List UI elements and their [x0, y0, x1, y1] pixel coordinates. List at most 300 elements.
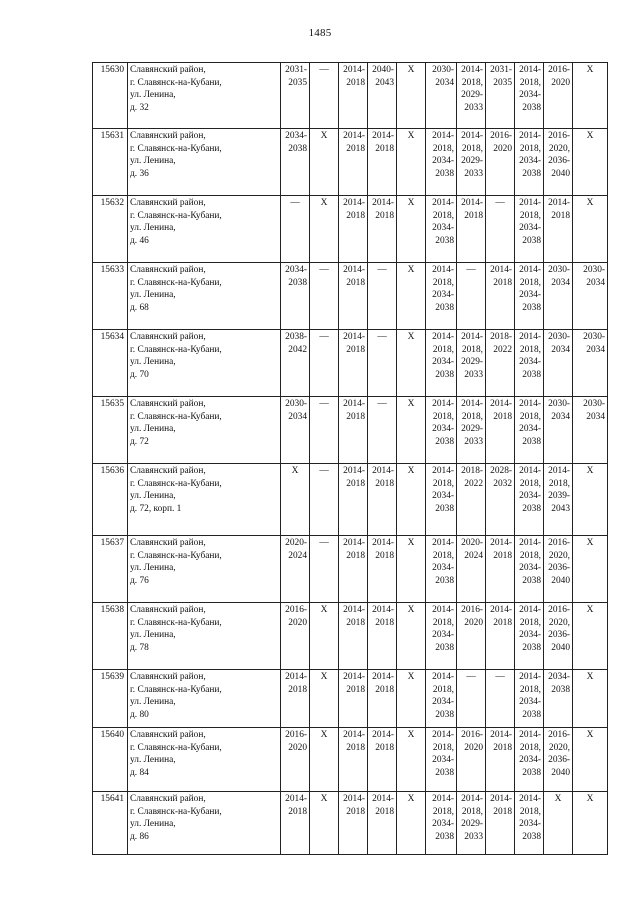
row-number: 15638	[93, 603, 128, 670]
schedule-value: 2036-	[548, 755, 570, 766]
schedule-value: X	[320, 730, 328, 740]
schedule-value: 2018	[346, 478, 365, 489]
schedule-value: 2014-	[343, 466, 365, 476]
schedule-cell	[397, 464, 426, 536]
schedule-value: 2016-	[548, 65, 570, 75]
row-number: 15640	[93, 728, 128, 792]
schedule-cell	[486, 728, 515, 792]
address-line: Славянский район,	[130, 265, 206, 275]
schedule-value: 2014-	[285, 794, 307, 804]
address-line: г. Славянск-на-Кубани,	[130, 806, 222, 817]
address-cell	[128, 464, 281, 536]
schedule-value: 2038	[435, 503, 454, 514]
schedule-value: 2034	[288, 411, 307, 422]
schedule-value: 2031-	[285, 65, 307, 75]
address-cell	[128, 63, 281, 129]
schedule-value: 2018	[346, 742, 365, 753]
schedule-value: 2029-	[461, 90, 483, 101]
address-cell	[128, 263, 281, 330]
schedule-cell	[515, 263, 544, 330]
schedule-value: 2018	[346, 806, 365, 817]
row-number: 15631	[93, 129, 128, 196]
schedule-value: 2034-	[432, 819, 454, 830]
schedule-cell	[426, 728, 457, 792]
schedule-value: 2014-	[519, 605, 541, 615]
schedule-cell	[281, 397, 310, 464]
schedule-value: 2038	[435, 168, 454, 179]
schedule-cell	[281, 464, 310, 536]
schedule-cell	[457, 129, 486, 196]
schedule-value: 2014-	[372, 198, 394, 208]
schedule-value: 2014-	[519, 399, 541, 409]
schedule-cell	[397, 330, 426, 397]
schedule-cell	[281, 728, 310, 792]
schedule-cell	[486, 670, 515, 728]
schedule-value: 2034-	[432, 290, 454, 301]
schedule-value: 2014-	[519, 466, 541, 476]
address-line: д. 36	[130, 168, 149, 179]
schedule-cell	[368, 263, 397, 330]
schedule-cell	[339, 129, 368, 196]
schedule-cell	[457, 670, 486, 728]
schedule-value: 2014-	[519, 730, 541, 740]
schedule-value: 2014-	[519, 332, 541, 342]
address-line: Славянский район,	[130, 466, 206, 476]
schedule-value: 2018	[375, 806, 394, 817]
schedule-value: 2014-	[432, 538, 454, 548]
schedule-cell	[397, 63, 426, 129]
schedule-cell	[281, 536, 310, 603]
schedule-value: 2038	[435, 575, 454, 586]
row-number: 15632	[93, 196, 128, 263]
schedule-cell	[426, 603, 457, 670]
schedule-value: 2034	[551, 411, 570, 422]
schedule-value: 2014-	[432, 466, 454, 476]
schedule-cell	[397, 397, 426, 464]
schedule-value: 2018,	[519, 77, 541, 88]
schedule-cell	[397, 670, 426, 728]
schedule-cell	[573, 536, 608, 603]
schedule-value: 2038	[435, 709, 454, 720]
schedule-value: 2018	[464, 210, 483, 221]
schedule-value: 2038	[522, 767, 541, 778]
schedule-cell	[397, 792, 426, 855]
schedule-value: —	[377, 332, 387, 342]
address-line: ул. Ленина,	[130, 491, 176, 502]
schedule-value: 2035	[288, 77, 307, 88]
schedule-value: X	[320, 672, 328, 682]
schedule-value: 2034-	[432, 697, 454, 708]
schedule-value: 2014-	[490, 730, 512, 740]
schedule-cell	[515, 728, 544, 792]
schedule-value: 2038	[288, 277, 307, 288]
schedule-cell	[426, 129, 457, 196]
schedule-value: 2020-	[461, 538, 483, 548]
schedule-value: —	[290, 198, 300, 208]
schedule-value: 2035	[493, 77, 512, 88]
schedule-cell	[339, 263, 368, 330]
address-line: ул. Ленина,	[130, 819, 176, 830]
schedule-value: 2034	[586, 344, 605, 355]
schedule-value: 2034-	[432, 630, 454, 641]
schedule-value: 2039-	[548, 491, 570, 502]
schedule-value: 2018,	[432, 478, 454, 489]
schedule-value: 2030-	[285, 399, 307, 409]
row-number: 15637	[93, 536, 128, 603]
schedule-value: 2014-	[343, 332, 365, 342]
schedule-cell	[426, 464, 457, 536]
schedule-value: 2018	[346, 617, 365, 628]
address-line: Славянский район,	[130, 672, 206, 682]
address-line: Славянский район,	[130, 65, 206, 75]
schedule-value: 2038	[435, 767, 454, 778]
schedule-value: X	[586, 605, 594, 615]
schedule-value: 2034-	[519, 290, 541, 301]
schedule-cell	[544, 330, 573, 397]
schedule-cell	[544, 536, 573, 603]
table-row	[93, 63, 608, 129]
schedule-value: 2038	[522, 302, 541, 313]
schedule-value: 2030-	[548, 265, 570, 275]
schedule-value: 2014-	[519, 538, 541, 548]
address-line: г. Славянск-на-Кубани,	[130, 344, 222, 355]
schedule-cell	[573, 792, 608, 855]
schedule-value: 2018,	[432, 344, 454, 355]
schedule-cell	[515, 330, 544, 397]
address-line: д. 84	[130, 767, 149, 778]
schedule-value: 2014-	[432, 131, 454, 141]
schedule-value: X	[554, 794, 562, 804]
schedule-cell	[310, 603, 339, 670]
schedule-value: 2014-	[372, 466, 394, 476]
schedule-cell	[515, 536, 544, 603]
schedule-value: 2018	[288, 806, 307, 817]
address-line: д. 86	[130, 831, 149, 842]
address-line: г. Славянск-на-Кубани,	[130, 550, 222, 561]
schedule-value: 2034-	[519, 630, 541, 641]
schedule-value: 2018,	[519, 344, 541, 355]
schedule-value: 2018,	[519, 277, 541, 288]
schedule-value: 2020,	[548, 742, 570, 753]
schedule-value: X	[320, 131, 328, 141]
schedule-value: 2014-	[490, 399, 512, 409]
schedule-value: 2014-	[343, 399, 365, 409]
schedule-cell	[486, 63, 515, 129]
schedule-value: 2018,	[432, 550, 454, 561]
row-number: 15639	[93, 670, 128, 728]
schedule-value: 2038	[551, 684, 570, 695]
schedule-cell	[515, 603, 544, 670]
address-line: г. Славянск-на-Кубани,	[130, 210, 222, 221]
address-line: д. 78	[130, 642, 149, 653]
table-row	[93, 536, 608, 603]
schedule-cell	[368, 397, 397, 464]
schedule-value: 2018,	[519, 143, 541, 154]
schedule-value: 2034-	[285, 265, 307, 275]
schedule-value: 2014-	[461, 399, 483, 409]
schedule-value: X	[586, 538, 594, 548]
schedule-value: 2014-	[285, 672, 307, 682]
schedule-value: 2014-	[343, 605, 365, 615]
schedule-value: 2014-	[372, 605, 394, 615]
address-line: ул. Ленина,	[130, 630, 176, 641]
schedule-value: 2014-	[343, 538, 365, 548]
schedule-value: 2040	[551, 575, 570, 586]
schedule-cell	[515, 397, 544, 464]
schedule-value: —	[319, 265, 329, 275]
address-line: д. 68	[130, 302, 149, 313]
schedule-cell	[397, 728, 426, 792]
schedule-cell	[310, 397, 339, 464]
schedule-cell	[457, 603, 486, 670]
schedule-cell	[544, 464, 573, 536]
schedule-value: 2016-	[548, 730, 570, 740]
schedule-value: 2034-	[432, 491, 454, 502]
schedule-cell	[310, 196, 339, 263]
schedule-cell	[486, 536, 515, 603]
schedule-cell	[573, 330, 608, 397]
address-line: д. 32	[130, 102, 149, 113]
schedule-value: 2034	[435, 77, 454, 88]
schedule-cell	[339, 464, 368, 536]
schedule-cell	[281, 63, 310, 129]
schedule-value: 2014-	[372, 538, 394, 548]
schedule-cell	[368, 464, 397, 536]
schedule-value: 2014-	[548, 466, 570, 476]
row-number: 15641	[93, 792, 128, 855]
schedule-value: 2018	[493, 742, 512, 753]
schedule-cell	[486, 129, 515, 196]
schedule-value: 2018-	[461, 466, 483, 476]
schedule-value: 2018,	[519, 210, 541, 221]
schedule-value: 2014-	[432, 672, 454, 682]
schedule-value: 2018,	[519, 617, 541, 628]
schedule-value: 2018,	[461, 143, 483, 154]
schedule-value: 2033	[464, 168, 483, 179]
table-row	[93, 603, 608, 670]
schedule-value: 2034-	[519, 697, 541, 708]
schedule-value: 2034-	[432, 563, 454, 574]
row-number: 15630	[93, 63, 128, 129]
schedule-value: 2038	[435, 642, 454, 653]
schedule-cell	[544, 63, 573, 129]
address-cell	[128, 330, 281, 397]
row-number: 15634	[93, 330, 128, 397]
schedule-value: 2034	[551, 344, 570, 355]
schedule-cell	[339, 63, 368, 129]
schedule-value: 2018	[493, 411, 512, 422]
schedule-cell	[457, 536, 486, 603]
schedule-value: X	[407, 730, 415, 740]
schedule-value: 2018	[375, 143, 394, 154]
schedule-value: —	[377, 265, 387, 275]
schedule-value: 2016-	[490, 131, 512, 141]
schedule-cell	[397, 603, 426, 670]
schedule-value: 2014-	[432, 399, 454, 409]
schedule-value: 2014-	[372, 794, 394, 804]
table-row	[93, 263, 608, 330]
address-line: д. 76	[130, 575, 149, 586]
schedule-cell	[426, 330, 457, 397]
address-cell	[128, 536, 281, 603]
table-row	[93, 196, 608, 263]
schedule-value: 2014-	[343, 672, 365, 682]
address-line: Славянский район,	[130, 730, 206, 740]
schedule-cell	[310, 263, 339, 330]
schedule-cell	[457, 263, 486, 330]
table-row	[93, 792, 608, 855]
schedule-value: 2034-	[519, 156, 541, 167]
schedule-value: 2014-	[372, 730, 394, 740]
schedule-value: 2014-	[343, 131, 365, 141]
schedule-value: 2038	[522, 369, 541, 380]
schedule-value: 2028-	[490, 466, 512, 476]
schedule-value: 2018	[346, 344, 365, 355]
schedule-value: 2018	[493, 277, 512, 288]
schedule-value: 2022	[493, 344, 512, 355]
schedule-cell	[486, 397, 515, 464]
schedule-value: 2043	[375, 77, 394, 88]
schedule-value: 2030-	[583, 399, 605, 409]
schedule-value: 2020	[551, 77, 570, 88]
schedule-value: 2038	[522, 503, 541, 514]
schedule-value: X	[320, 605, 328, 615]
schedule-cell	[368, 728, 397, 792]
schedule-cell	[573, 263, 608, 330]
schedule-value: 2034-	[432, 357, 454, 368]
schedule-cell	[544, 397, 573, 464]
table-row	[93, 397, 608, 464]
schedule-value: 2034-	[432, 223, 454, 234]
schedule-value: 2014-	[461, 65, 483, 75]
address-cell	[128, 670, 281, 728]
schedule-value: 2038	[435, 302, 454, 313]
address-line: г. Славянск-на-Кубани,	[130, 742, 222, 753]
schedule-value: 2018	[551, 210, 570, 221]
schedule-value: X	[586, 198, 594, 208]
address-line: ул. Ленина,	[130, 357, 176, 368]
schedule-value: —	[319, 399, 329, 409]
schedule-value: 2038	[522, 436, 541, 447]
schedule-value: 2034-	[285, 131, 307, 141]
schedule-value: 2038	[522, 831, 541, 842]
schedule-cell	[426, 536, 457, 603]
schedule-cell	[426, 63, 457, 129]
schedule-value: 2018	[288, 684, 307, 695]
schedule-value: 2018,	[461, 77, 483, 88]
schedule-cell	[457, 330, 486, 397]
address-line: Славянский район,	[130, 605, 206, 615]
schedule-value: 2014-	[519, 265, 541, 275]
schedule-value: X	[407, 131, 415, 141]
schedule-value: 2031-	[490, 65, 512, 75]
address-line: г. Славянск-на-Кубани,	[130, 617, 222, 628]
schedule-value: —	[495, 198, 505, 208]
schedule-value: 2018	[346, 143, 365, 154]
schedule-value: —	[466, 672, 476, 682]
address-line: Славянский район,	[130, 131, 206, 141]
schedule-value: 2018	[346, 277, 365, 288]
schedule-value: 2034-	[432, 156, 454, 167]
schedule-cell	[368, 63, 397, 129]
schedule-value: 2034-	[519, 223, 541, 234]
schedule-value: 2038	[522, 642, 541, 653]
schedule-value: 2018,	[432, 617, 454, 628]
schedule-value: 2018	[375, 550, 394, 561]
schedule-cell	[544, 792, 573, 855]
schedule-cell	[368, 792, 397, 855]
schedule-value: —	[319, 466, 329, 476]
schedule-cell	[426, 196, 457, 263]
schedule-value: 2014-	[490, 538, 512, 548]
schedule-value: 2030-	[548, 332, 570, 342]
schedule-value: 2034-	[519, 755, 541, 766]
schedule-cell	[544, 196, 573, 263]
schedule-value: 2038	[288, 143, 307, 154]
schedule-value: 2038	[522, 709, 541, 720]
schedule-value: 2020,	[548, 143, 570, 154]
schedule-cell	[339, 670, 368, 728]
address-cell	[128, 728, 281, 792]
schedule-cell	[310, 63, 339, 129]
schedule-value: X	[586, 466, 594, 476]
address-line: ул. Ленина,	[130, 223, 176, 234]
row-number: 15635	[93, 397, 128, 464]
schedule-value: 2032	[493, 478, 512, 489]
schedule-cell	[339, 603, 368, 670]
schedule-value: 2020	[288, 742, 307, 753]
schedule-value: 2033	[464, 102, 483, 113]
schedule-value: 2022	[464, 478, 483, 489]
schedule-value: X	[586, 672, 594, 682]
address-cell	[128, 129, 281, 196]
schedule-cell	[310, 330, 339, 397]
schedule-value: 2018-	[490, 332, 512, 342]
row-number: 15633	[93, 263, 128, 330]
schedule-value: 2034-	[519, 491, 541, 502]
schedule-cell	[339, 536, 368, 603]
schedule-value: X	[586, 794, 594, 804]
schedule-value: 2018,	[432, 742, 454, 753]
schedule-value: 2014-	[432, 605, 454, 615]
schedule-cell	[426, 263, 457, 330]
schedule-value: X	[407, 605, 415, 615]
address-cell	[128, 603, 281, 670]
schedule-cell	[310, 536, 339, 603]
schedule-value: 2018,	[519, 478, 541, 489]
schedule-cell	[573, 63, 608, 129]
schedule-value: 2020,	[548, 550, 570, 561]
schedule-cell	[281, 792, 310, 855]
schedule-value: 2034	[586, 411, 605, 422]
schedule-cell	[573, 728, 608, 792]
schedule-cell	[457, 792, 486, 855]
table-row	[93, 728, 608, 792]
schedule-value: 2014-	[519, 131, 541, 141]
schedule-value: 2036-	[548, 156, 570, 167]
schedule-value: X	[586, 730, 594, 740]
schedule-value: —	[319, 65, 329, 75]
schedule-cell	[281, 670, 310, 728]
schedule-value: 2018,	[432, 684, 454, 695]
address-cell	[128, 792, 281, 855]
schedule-cell	[368, 536, 397, 603]
schedule-value: 2042	[288, 344, 307, 355]
schedule-cell	[339, 397, 368, 464]
schedule-value: 2018,	[519, 684, 541, 695]
schedule-cell	[544, 603, 573, 670]
schedule-value: 2014-	[490, 605, 512, 615]
